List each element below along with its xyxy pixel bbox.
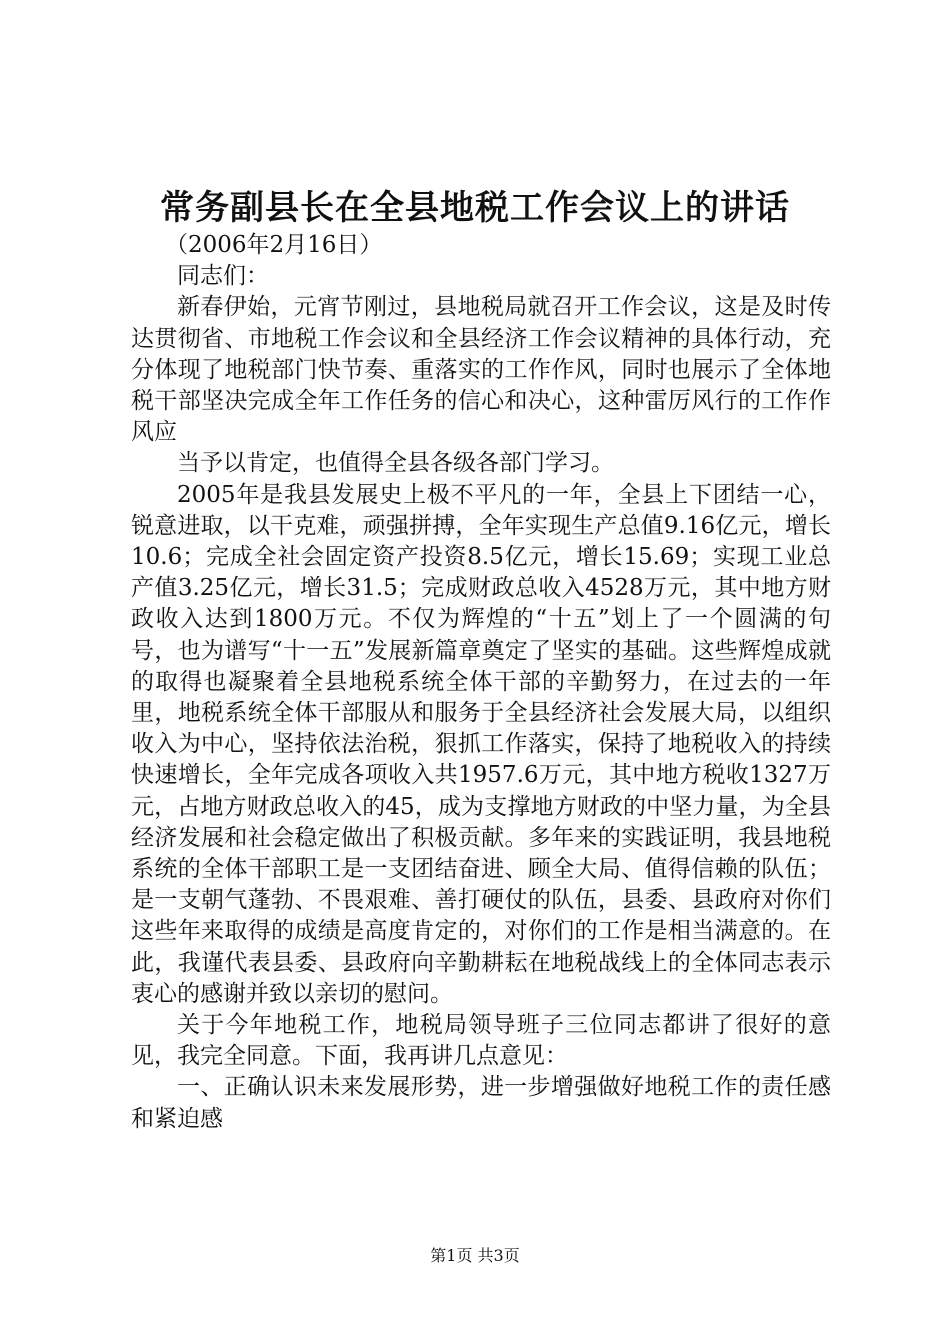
document-body [131,230,831,1135]
paragraph-affirmation: 当予以肯定，也值得全县各级各部门学习。 [177,450,614,477]
paragraph-transition: 关于今年地税工作，地税局领导班子三位同志都讲了很好的意见，我完全同意。下面，我再讲几点意见： [131,1012,831,1070]
paragraph-2005-review: 2005年是我县发展史上极不平凡的一年，全县上下团结一心，锐意进取，以干克难，顽强拼搏，全年实现生产总值9.16亿元，增长10.6；完成全社会固定资产投资8.5亿元，增长15.69；实现工业总产值3.25亿元，增长31.5；完成财政总收入4528万元，其中地方财政收入达到1800万元。不仅为辉煌的“十五”划上了一个圆满的句号，也为谱写“十一五”发展新篇章奠定了坚实的基础。这些辉煌成就的取得也凝聚着全县地税系统全体干部的辛勤努力，在过去的一年里，地税系统全体干部服从和服务于全县经济社会发展大局，以组织收入为中心，坚持依法治税，狠抓工作落实，保持了地税收入的持续快速增长，全年完成各项收入共1957.6万元，其中地方税收1327万元，占地方财政总收入的45，成为支撑地方财政的中坚力量，为全县经济发展和社会稳定做出了积极贡献。多年来的实践证明，我县地税系统的全体干部职工是一支团结奋进、顾全大局、值得信赖的队伍；是一支朝气蓬勃、不畏艰难、善打硬仗的队伍，县委、县政府对你们这些年来取得的成绩是高度肯定的，对你们的工作是相当满意的。在此，我谨代表县委、县政府向辛勤耕耘在地税战线上的全体同志表示衷心的感谢并致以亲切的慰问。 [131,481,831,1007]
page-footer: 第1页 共3页 [430,1246,520,1265]
salutation: 同志们： [177,263,269,290]
paragraph-opening: 新春伊始，元宵节刚过，县地税局就召开工作会议，这是及时传达贯彻省、市地税工作会议和全县经济工作会议精神的具体行动，充分体现了地税部门快节奏、重落实的工作作风，同时也展示了全体地税干部坚决完成全年工作任务的信心和决心，这种雷厉风行的工作作风应 [131,294,831,446]
document-title: 常务副县长在全县地税工作会议上的讲话 [160,188,790,228]
section-heading-1: 一、正确认识未来发展形势，进一步增强做好地税工作的责任感和紧迫感 [131,1074,831,1132]
speech-date: （2006年2月16日） [165,232,383,258]
